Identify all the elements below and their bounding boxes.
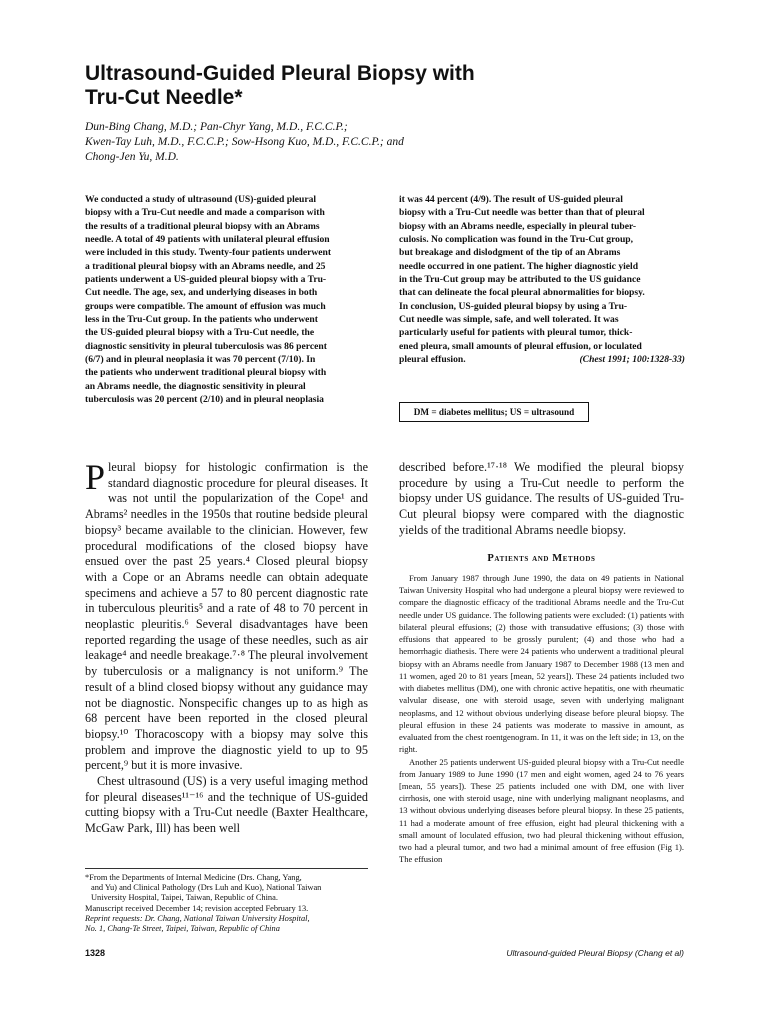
abstract-left-column bbox=[85, 193, 368, 407]
body-left-column bbox=[85, 457, 368, 837]
abstract-line: biopsy with a Tru-Cut needle and made a comparison with bbox=[85, 207, 325, 219]
abstract-right-column bbox=[399, 193, 685, 366]
title-line: Tru-Cut Needle* bbox=[85, 86, 243, 109]
abstract-line: needle. A total of 49 patients with unilateral pleural effusion bbox=[85, 234, 330, 246]
running-head: Ultrasound-guided Pleural Biopsy (Chang et al) bbox=[506, 948, 684, 958]
abstract-line: Cut needle. The age, sex, and underlying diseases in both bbox=[85, 287, 318, 299]
journal-citation: (Chest 1991; 100:1328-33) bbox=[579, 354, 685, 366]
abstract-line: less in the Tru-Cut group. In the patients who underwent bbox=[85, 314, 318, 326]
abstract-line: the results of a traditional pleural biopsy with an Abrams bbox=[85, 220, 320, 232]
abstract-line: but breakage and dislodgment of the tip of an Abrams bbox=[399, 247, 621, 259]
author-line: Dun-Bing Chang, M.D.; Pan-Chyr Yang, M.D., F.C.C.P.; bbox=[85, 121, 348, 133]
abstract-line: Cut needle was simple, safe, and well tolerated. It was bbox=[399, 314, 619, 326]
abstract-line: We conducted a study of ultrasound (US)-guided pleural bbox=[85, 194, 317, 205]
abstract-line: particularly useful for patients with pleural tumor, thick- bbox=[399, 327, 633, 339]
abbreviations-box: DM = diabetes mellitus; US = ultrasound bbox=[399, 402, 589, 422]
abstract-line: an Abrams needle, the diagnostic sensitivity in pleural bbox=[85, 380, 306, 392]
abstract-line: needle occurred in one patient. The higher diagnostic yield bbox=[399, 260, 639, 272]
abstract-line: groups were compatible. The amount of effusion was much bbox=[85, 300, 326, 312]
abstract-line: culosis. No complication was found in the Tru-Cut group, bbox=[399, 234, 634, 246]
methods-paragraph: From January 1987 through June 1990, the data on 49 patients in National Taiwan University Hospital who had undergone a pleural biopsy were reviewed to compare the diagnostic efficacy of the traditional Abrams needle and the Tru-Cut needle under US guidance. The following patients were excluded: (1) patients with bilateral pleural effusions; (2) those with transudative effusions; (3) those with effusions that appeared to be grossly purulent; (4) and those who had a hemorrhagic diathesis. There were 24 patients who underwent a traditional pleural biopsy with an Abrams needle from January 1987 to December 1988 (13 men and 11 women, aged 20 to 81 years [mean, 52 years]). These 24 patients included two with diabetes mellitus (DM), one with chronic active hepatitis, one with rheumatic valvular disease, one with steroid usage, seven with underlying malignant neoplasms, and 12 without obvious underlying disease before pleural biopsy. The pleural effusion in these 24 patients was moderate to massive in amount, as evaluated from the chest roentgenogram. In 11, it was on the left side; in 13, on the right. bbox=[399, 573, 684, 755]
body-paragraph: described before.¹⁷·¹⁸ We modified the pleural biopsy procedure by using a Tru-Cut needle to perform the biopsy under US guidance. The results of US-guided Tru-Cut pleural biopsy were compared with the diagnostic yields of the traditional Abrams needle biopsy. bbox=[399, 460, 684, 537]
title-line: Ultrasound-Guided Pleural Biopsy with bbox=[85, 62, 475, 85]
intro-paragraph bbox=[85, 457, 368, 774]
footnote-line: No. 1, Chang-Te Street, Taipei, Taiwan, Republic of China bbox=[85, 924, 280, 934]
abstract-line: biopsy with a Tru-Cut needle was better than that of pleural bbox=[399, 207, 645, 219]
footnote-line: Manuscript received December 14; revision accepted February 13. bbox=[85, 903, 309, 913]
abstract-line: tuberculosis was 20 percent (2/10) and in pleural neoplasia bbox=[85, 394, 324, 406]
abstract-line: it was 44 percent (4/9). The result of US-guided pleural bbox=[399, 194, 623, 205]
footnote-line: Reprint requests: Dr. Chang, National Taiwan University Hospital, bbox=[85, 913, 310, 923]
drop-cap: P bbox=[85, 457, 106, 497]
abstract-line: In conclusion, US-guided pleural biopsy by using a Tru- bbox=[399, 300, 628, 312]
abstract-line: pleural effusion. bbox=[399, 354, 466, 366]
abstract-line: biopsy with an Abrams needle, especially in pleural tuber- bbox=[399, 220, 637, 232]
intro-text: leural biopsy for histologic confirmation is the standard diagnostic procedure for pleural diseases. It was not until the popularization of the Cope¹ and Abrams² needles in the 1950s that routine bedside pleural biopsy³ became available to the clinician. However, few procedural modifications of the closed biopsy have ensued over the past 25 years.⁴ Closed pleural biopsy with a Cope or an Abrams needle can obtain adequate specimens and achieve a 57 to 80 percent diagnostic rate in tuberculous pleuritis⁵ and a rate of 48 to 70 percent in neoplastic pleuritis.⁶ Several disadvantages have been reported regarding the usage of these needles, such as air leakage⁴ and needle breakage.⁷·⁸ The pleural involvement by tuberculosis or a malignancy is not uniform.⁹ The result of a blind closed biopsy without any guidance may not be diagnostic. Nonspecific changes up to as high as 68 percent have been reported in the closed pleural biopsy.¹⁰ Thoracoscopy with a biopsy may solve this problem and improve the diagnostic yield to up to 95 percent,⁹ but it is more invasive. bbox=[85, 460, 368, 773]
body-paragraph: Chest ultrasound (US) is a very useful imaging method for pleural diseases¹¹⁻¹⁶ and the technique of US-guided cutting biopsy with a Tru-Cut needle (Baxter Healthcare, McGaw Park, Ill) has been well bbox=[85, 774, 368, 836]
page-number: 1328 bbox=[85, 948, 106, 958]
abstract-line: in the Tru-Cut group may be attributed to the US guidance bbox=[399, 274, 641, 286]
author-line: Chong-Jen Yu, M.D. bbox=[85, 151, 179, 163]
article-title bbox=[85, 62, 605, 110]
abstract-line: (6/7) and in pleural neoplasia it was 70 percent (7/10). In bbox=[85, 354, 316, 366]
section-heading: Patients and Methods bbox=[487, 553, 596, 564]
abstract-line: were included in this study. Twenty-four patients underwent bbox=[85, 247, 332, 259]
abstract-line: that can delineate the focal pleural abnormalities for biopsy. bbox=[399, 287, 645, 299]
abstract-line: patients underwent a US-guided pleural biopsy with a Tru- bbox=[85, 274, 327, 286]
abstract-last-line bbox=[399, 353, 685, 366]
abstract-line: a traditional pleural biopsy with an Abrams needle, and 25 bbox=[85, 260, 326, 272]
methods-paragraph: Another 25 patients underwent US-guided pleural biopsy with a Tru-Cut needle from January 1989 to June 1990 (17 men and eight women, aged 24 to 76 years [mean, 55 years]). These 25 patients included one with DM, one with liver cirrhosis, one with steroid usage, nine with underlying malignant neoplasms, and 13 without obvious underlying diseases before pleural biopsy. In these 25 patients, 11 had a moderate amount of free effusion, eight had pleural thickening with a small amount of loculated effusion, two had pleural thickening without effusion, two had a pleural tumor, and two had a minimal amount of free effusion (Fig 1). The effusion bbox=[399, 756, 684, 865]
abstract-line: the patients who underwent traditional pleural biopsy with bbox=[85, 367, 327, 379]
abstract-line: diagnostic sensitivity in pleural tuberculosis was 86 percent bbox=[85, 340, 327, 352]
author-list bbox=[85, 120, 565, 165]
affiliation-footnote bbox=[85, 868, 368, 934]
methods-text bbox=[399, 572, 684, 866]
footnote-line: University Hospital, Taipei, Taiwan, Republic of China. bbox=[91, 893, 278, 903]
footnote-line: *From the Departments of Internal Medicine (Drs. Chang, Yang, bbox=[85, 873, 302, 882]
abstract-line: ened pleura, small amounts of pleural effusion, or loculated bbox=[399, 340, 642, 352]
abstract-line: the US-guided pleural biopsy with a Tru-Cut needle, the bbox=[85, 327, 315, 339]
body-right-column bbox=[399, 460, 684, 539]
footnote-line: and Yu) and Clinical Pathology (Drs Luh and Kuo), National Taiwan bbox=[91, 883, 322, 893]
author-line: Kwen-Tay Luh, M.D., F.C.C.P.; Sow-Hsong Kuo, M.D., F.C.C.P.; and bbox=[85, 136, 404, 148]
